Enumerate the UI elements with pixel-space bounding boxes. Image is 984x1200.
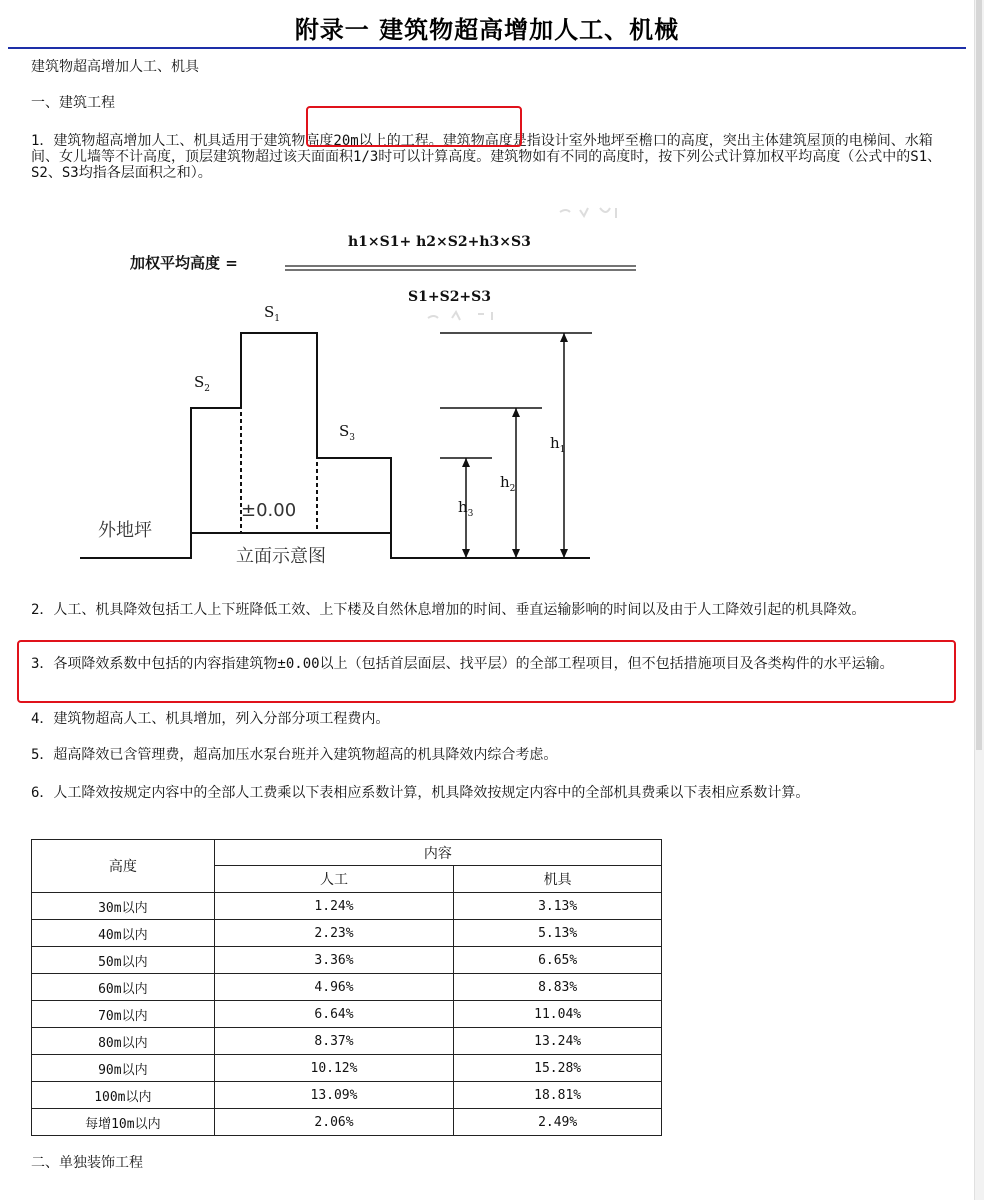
- item-5: 5．超高降效已含管理费，超高加压水泵台班并入建筑物超高的机具降效内综合考虑。: [31, 747, 558, 763]
- cell-labor: 8.37%: [214, 1028, 454, 1055]
- table-row: [32, 920, 662, 947]
- cell-labor: 4.96%: [214, 974, 454, 1001]
- formula-denominator: S1+S2+S3: [408, 289, 492, 305]
- label-s2: $S_2$: [194, 373, 211, 394]
- label-zero-level: ±0.00: [241, 500, 297, 521]
- cell-labor: 1.24%: [214, 893, 454, 920]
- weighted-height-figure: [80, 200, 660, 580]
- cell-machine: 8.83%: [454, 974, 662, 1001]
- label-h2: $h_2$: [500, 473, 516, 494]
- building-outline: [80, 333, 590, 558]
- cell-labor: 2.23%: [214, 920, 454, 947]
- cell-machine: 6.65%: [454, 947, 662, 974]
- figure-caption: 立面示意图: [236, 546, 326, 567]
- table-row: [32, 974, 662, 1001]
- cell-machine: 18.81%: [454, 1082, 662, 1109]
- highlight-box-height-rule: [306, 106, 522, 147]
- section1-heading: 一、建筑工程: [31, 95, 115, 111]
- table-row: [32, 1082, 662, 1109]
- item-6: 6．人工降效按规定内容中的全部人工费乘以下表相应系数计算，机具降效按规定内容中的全部机具费乘以下表相应系数计算。: [31, 785, 810, 801]
- formula-numerator: h1×S1+ h2×S2+h3×S3: [348, 234, 531, 250]
- cell-labor: 10.12%: [214, 1055, 454, 1082]
- formula-label: 加权平均高度 =: [130, 254, 238, 272]
- header-labor: 人工: [214, 866, 454, 893]
- coefficient-table: [31, 839, 662, 1136]
- label-h3: $h_3$: [458, 498, 474, 519]
- item-1-prefix: 1．建筑物超高增加人工、机具适用于: [31, 133, 264, 149]
- label-s1: $S_1$: [264, 303, 281, 324]
- label-s3: $S_3$: [339, 422, 356, 443]
- cell-height: 70m以内: [32, 1001, 215, 1028]
- header-content: 内容: [214, 840, 661, 866]
- table-header-row: [32, 840, 662, 866]
- cell-labor: 3.36%: [214, 947, 454, 974]
- label-ground: 外地坪: [98, 520, 152, 541]
- label-h1: $h_1$: [550, 434, 566, 455]
- cell-labor: 2.06%: [214, 1109, 454, 1136]
- page-title: 附录一 建筑物超高增加人工、机械: [294, 15, 680, 44]
- item-2: 2．人工、机具降效包括工人上下班降低工效、上下楼及自然休息增加的时间、垂直运输影响的时间以及由于人工降效引起的机具降效。: [31, 602, 866, 618]
- cell-machine: 15.28%: [454, 1055, 662, 1082]
- table-row: [32, 947, 662, 974]
- scrollbar-thumb[interactable]: [976, 0, 982, 750]
- item-4: 4．建筑物超高人工、机具增加，列入分部分项工程费内。: [31, 711, 390, 727]
- table-row: [32, 1001, 662, 1028]
- cell-height: 80m以内: [32, 1028, 215, 1055]
- cell-machine: 3.13%: [454, 893, 662, 920]
- highlight-box-item-3: [17, 640, 956, 703]
- item-1-rest: 建筑物高度是指设计室外地坪至檐口的高度，突出主体建筑屋顶的电梯间、水箱间、女儿墙等不计高度，顶层建筑物超过该天面面积1/3时可以计算高度。建筑物如有不同的高度时，按下列公式计算加权平均高度（公式中的S1、S2、S3均指各层面积之和）。: [31, 133, 942, 181]
- item-1-highlight-text: 建筑物高度20m以上的工程。: [263, 133, 443, 149]
- cell-height: 50m以内: [32, 947, 215, 974]
- cell-height: 100m以内: [32, 1082, 215, 1109]
- table-row: [32, 893, 662, 920]
- header-machine: 机具: [454, 866, 662, 893]
- table-row: [32, 1055, 662, 1082]
- cell-machine: 2.49%: [454, 1109, 662, 1136]
- cell-height: 90m以内: [32, 1055, 215, 1082]
- item-3: 3．各项降效系数中包括的内容指建筑物±0.00以上（包括首层面层、找平层）的全部工程项目，但不包括措施项目及各类构件的水平运输。: [31, 656, 894, 672]
- cell-machine: 13.24%: [454, 1028, 662, 1055]
- section2-heading: 二、单独装饰工程: [31, 1155, 143, 1171]
- cell-labor: 6.64%: [214, 1001, 454, 1028]
- table-row: [32, 1109, 662, 1136]
- cell-labor: 13.09%: [214, 1082, 454, 1109]
- cell-height: 40m以内: [32, 920, 215, 947]
- cell-height: 60m以内: [32, 974, 215, 1001]
- header-height: 高度: [32, 840, 215, 893]
- table-row: [32, 1028, 662, 1055]
- intro-line: 建筑物超高增加人工、机具: [31, 59, 199, 75]
- title-divider: [8, 47, 966, 49]
- cell-machine: 11.04%: [454, 1001, 662, 1028]
- cell-machine: 5.13%: [454, 920, 662, 947]
- cell-height: 每增10m以内: [32, 1109, 215, 1136]
- cell-height: 30m以内: [32, 893, 215, 920]
